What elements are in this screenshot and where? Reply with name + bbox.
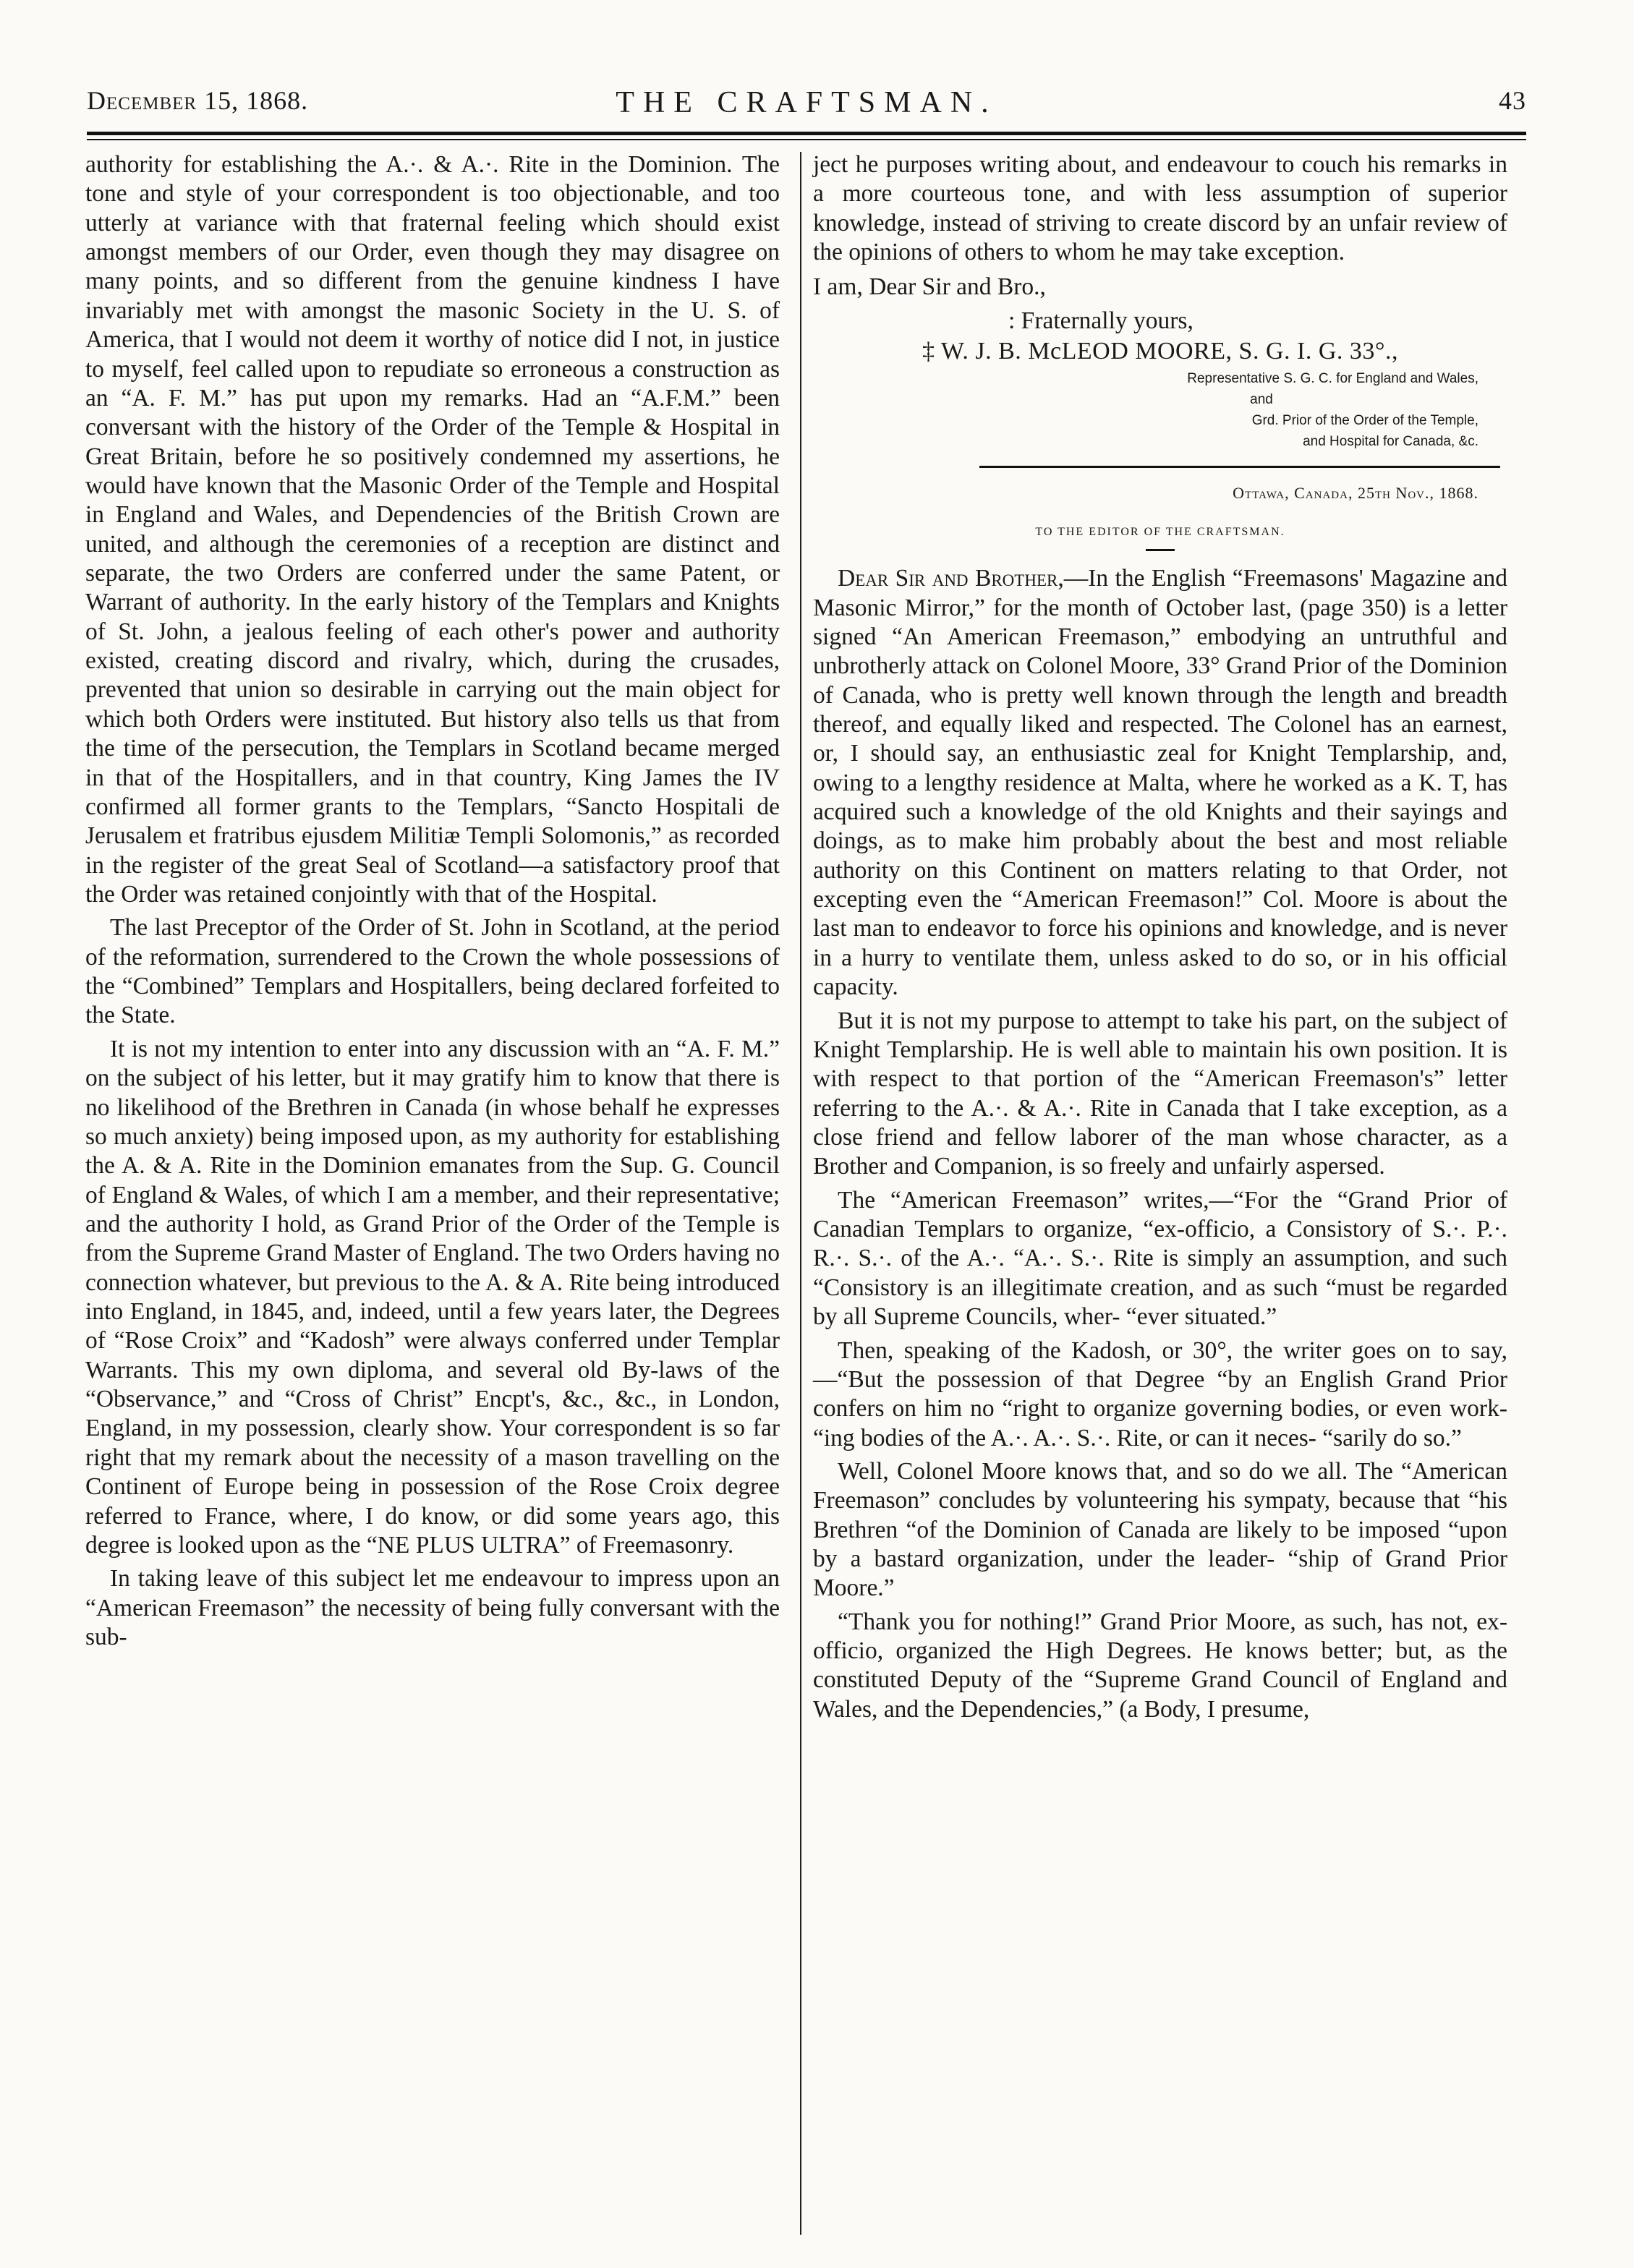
salutation: Dear Sir and Brother, xyxy=(838,565,1064,592)
signature-title: Representative S. G. C. for England and Wales, xyxy=(1187,371,1478,387)
signature-title: and Hospital for Canada, &c. xyxy=(1303,433,1478,449)
paragraph xyxy=(813,564,1507,1002)
letter-closing: I am, Dear Sir and Bro., xyxy=(813,273,1046,301)
paragraph: It is not my intention to enter into any discussion with an “A. F. M.” on the subject of his letter, but it may gratify him to know that there is no likelihood of the Brethren in Canada (in whose behalf he expresses so much anxiety) being imposed upon, as my authority for establishing the A. & A. Rite in the Dominion emanates from the Sup. G. Council of England & Wales, of which I am a member, and their representative; and the authority I hold, as Grand Prior of the Order of the Temple is from the Supreme Grand Master of England. The two Orders having no connection whatever, but previous to the A. & A. Rite being introduced into England, in 1845, and, indeed, until a few years later, the Degrees of “Rose Croix” and “Kadosh” were always conferred under Templar Warrants. This my own diploma, and several old By-laws of the “Observance,” and “Cross of Christ” Encpt's, &c., &c., in London, England, in my possession, clearly show. Your correspondent is so far right that my remark about the necessity of a mason travelling on the Continent of Europe being in possession of the Rose Croix degree referred to France, where, I do know, or did some years ago, this degree is looked upon as the “NE PLUS ULTRA” of Freemasonry. xyxy=(85,1035,780,1559)
left-column xyxy=(85,150,780,1652)
paragraph: In taking leave of this subject let me endeavour to impress upon an “American Freemason” the necessity of being fully conversant with the sub- xyxy=(85,1565,780,1650)
column-divider xyxy=(800,152,801,2235)
paragraph: ject he purposes writing about, and endeavour to couch his remarks in a more courteous tone, and with less assumption of superior knowledge, instead of striving to create discord by an unfair review of the opinions of others to whom he may take exception. xyxy=(813,151,1507,266)
letter-valediction: : Fraternally yours, xyxy=(1008,307,1193,334)
header-rule-thin xyxy=(87,139,1526,140)
paragraph: “Thank you for nothing!” Grand Prior Moore, as such, has not, ex-officio, organized the High Degrees. He knows better; but, as the constituted Deputy of the “Supreme Grand Council of England and Wales, and the Dependencies,” (a Body, I presume, xyxy=(813,1608,1507,1723)
paragraph: The “American Freemason” writes,—“For the “Grand Prior of Canadian Templars to organize, “ex-officio, a Consistory of S.·. P.·. R.·. S.·. of the A.·. “A.·. S.·. Rite is simply an assumption, and such “Consistory is an illegitimate creation, and as such “must be regarded by all Supreme Councils, wher- “ever situated.” xyxy=(813,1186,1507,1331)
page-header xyxy=(87,85,1526,129)
signature-title: and xyxy=(1250,391,1273,407)
paragraph: Well, Colonel Moore knows that, and so do we all. The “American Freemason” concludes by volunteering his sympaty, because that “his Brethren “of the Dominion of Canada are likely to be imposed “upon by a bastard organization, under the leader- “ship of Grand Prior Moore.” xyxy=(813,1457,1507,1602)
paragraph: The last Preceptor of the Order of St. John in Scotland, at the period of the reformation, surrendered to the Crown the whole possessions of the “Combined” Templars and Hospitallers, being declared forfeited to the State. xyxy=(85,914,780,1029)
paragraph: Then, speaking of the Kadosh, or 30°, the writer goes on to say,—“But the possession of that Degree “by an English Grand Prior confers on him no “right to organize governing bodies, or even work- “ing bodies of the A.·. A.·. S.·. Rite, or can it neces- “sarily do so.” xyxy=(813,1336,1507,1451)
signature-title: Grd. Prior of the Order of the Temple, xyxy=(1251,412,1478,428)
letter-heading: TO THE EDITOR OF THE CRAFTSMAN. xyxy=(1035,525,1285,538)
header-rule-thick xyxy=(87,132,1526,135)
section-rule xyxy=(979,466,1500,468)
short-rule xyxy=(1146,549,1175,551)
paragraph: But it is not my purpose to attempt to take his part, on the subject of Knight Templarship. He is well able to maintain his own position. It is with respect to that portion of the “American Freemason's” letter referring to the A.·. & A.·. Rite in Canada that I take exception, as a close friend and fellow laborer of the man whose character, as a Brother and Companion, is so freely and unfairly aspersed. xyxy=(813,1007,1507,1180)
masthead-title: THE CRAFTSMAN. xyxy=(616,86,997,119)
issue-date: December 15, 1868. xyxy=(87,86,309,115)
signature-name: ‡ W. J. B. McLEOD MOORE, S. G. I. G. 33°., xyxy=(922,338,1398,365)
page-number: 43 xyxy=(1499,86,1526,115)
right-column xyxy=(813,150,1507,1724)
paragraph: authority for establishing the A.·. & A.·. Rite in the Dominion. The tone and style of your correspondent is too objectionable, and too utterly at variance with that fraternal feeling which should exist amongst members of our Order, even though they may disagree on many points, and so different from the genuine kindness I have invariably met with amongst the masonic Society in the U. S. of America, that I would not deem it worthy of notice did I not, in justice to myself, feel called upon to repudiate so erroneous a construction as an “A. F. M.” has put upon my remarks. Had an “A.F.M.” been conversant with the history of the Order of the Temple & Hospital in Great Britain, before he so positively condemned my assertions, he would have known that the Masonic Order of the Temple and Hospital in England and Wales, and Dependencies of the British Crown are united, and although the ceremonies of a reception are distinct and separate, the two Orders are conferred under the same Patent, or Warrant of authority. In the early history of the Templars and Knights of St. John, a jealous feeling of each other's power and authority existed, creating discord and rivalry, which, during the crusades, prevented that union so desirable in carrying out the main object for which both Orders were instituted. But history also tells us that from the time of the persecution, the Templars in Scotland became merged in that of the Hospitallers, and in that country, King James the IV confirmed all former grants to the Templars, “Sancto Hospitali de Jerusalem et fratribus ejusdem Militiæ Templi Solomonis,” as recorded in the register of the great Seal of Scotland—a satisfactory proof that the Order was retained conjointly with that of the Hospital. xyxy=(85,151,780,908)
paragraph-text: —In the English “Freemasons' Magazine and Masonic Mirror,” for the month of October last, (page 350) is a letter signed “An American Freemason,” embodying an untruthful and unbrotherly attack on Colonel Moore, 33° Grand Prior of the Dominion of Canada, who is pretty well known through the length and breadth thereof, and equally liked and respected. The Colonel has an earnest, or, I should say, an enthusiastic zeal for Knight Templarship, and, owing to a lengthy residence at Malta, where he worked as a K. T, has acquired such a knowledge of the old Knights and their sayings and doings, as to make him probably about the best and most reliable authority on this Continent on matters relating to that Order, not excepting even the “American Freemason!” Col. Moore is about the last man to endeavor to force his opinions and knowledge, and is never in a hurry to ventilate them, unless asked to do so, or in his official capacity. xyxy=(813,565,1507,1001)
letter-dateline: Ottawa, Canada, 25th Nov., 1868. xyxy=(1233,484,1478,503)
